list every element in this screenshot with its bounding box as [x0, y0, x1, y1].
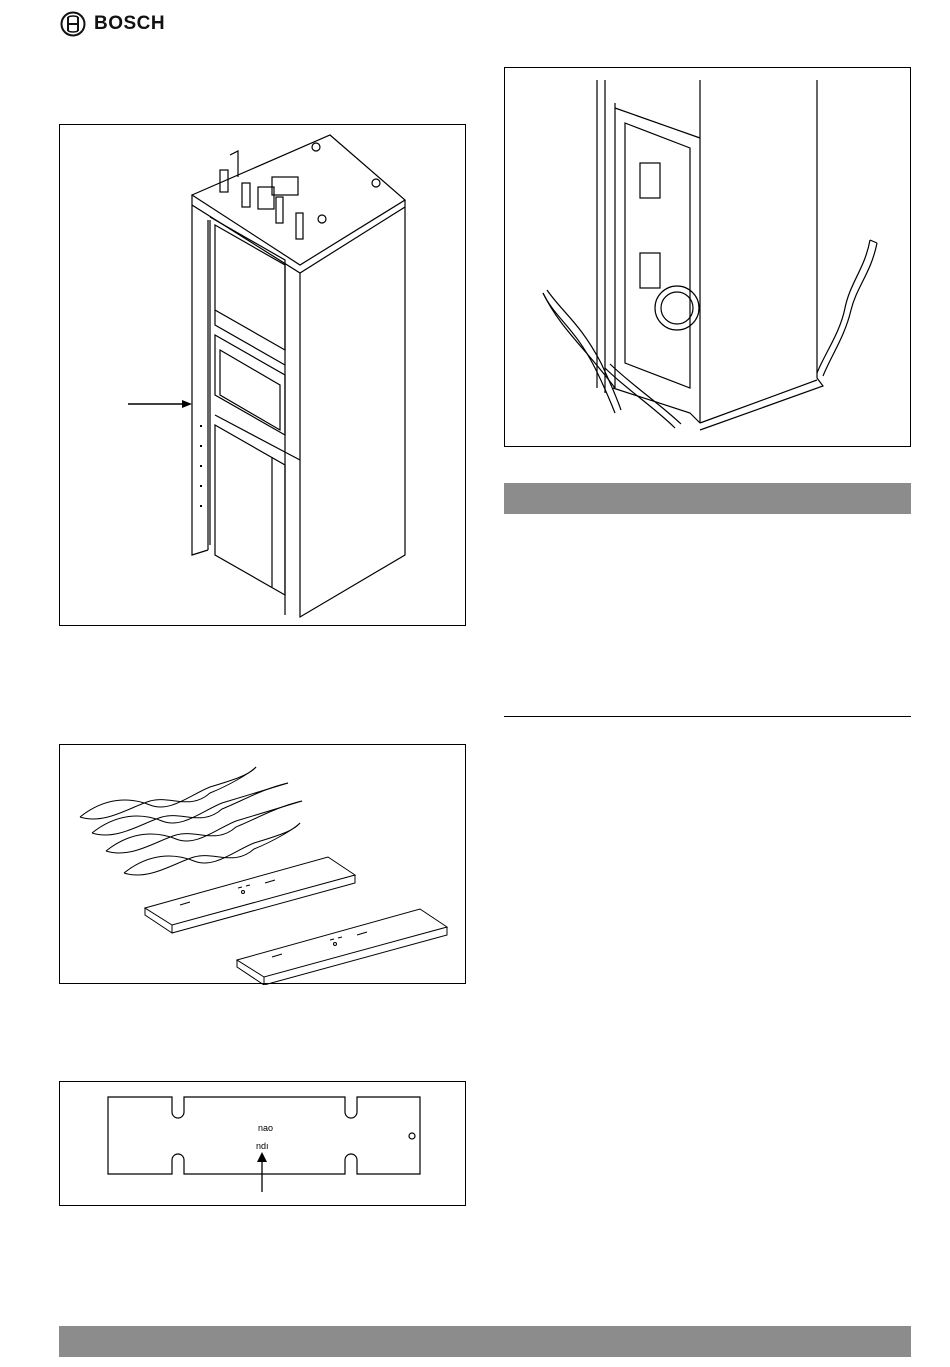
figure-unit-front — [59, 124, 466, 626]
pointer-arrow — [128, 400, 192, 408]
bosch-armature-icon — [60, 11, 86, 37]
support-board — [237, 909, 447, 985]
board-top-marking: nao — [258, 1123, 274, 1133]
section-heading-bar — [504, 483, 911, 514]
lifting-strap — [92, 783, 288, 835]
lifting-strap — [124, 823, 300, 875]
brand-logo — [60, 10, 165, 38]
footer-bar — [59, 1326, 911, 1357]
unit-with-lifting-straps-illustration — [505, 68, 912, 448]
lifting-strap — [106, 801, 302, 853]
board-marking-detail-illustration — [60, 1082, 467, 1207]
heat-pump-unit-illustration — [60, 125, 467, 627]
figure-unit-lifting — [504, 67, 911, 447]
brand-name: BOSCH — [94, 13, 166, 34]
marking-pointer-arrow — [257, 1152, 267, 1192]
figure-board-detail — [59, 1081, 466, 1206]
support-board — [145, 857, 355, 933]
straps-and-boards-illustration — [60, 745, 467, 985]
lifting-strap — [80, 767, 256, 819]
figure-accessories — [59, 744, 466, 984]
section-divider — [504, 716, 911, 717]
board-bottom-marking: ndı — [256, 1141, 269, 1151]
